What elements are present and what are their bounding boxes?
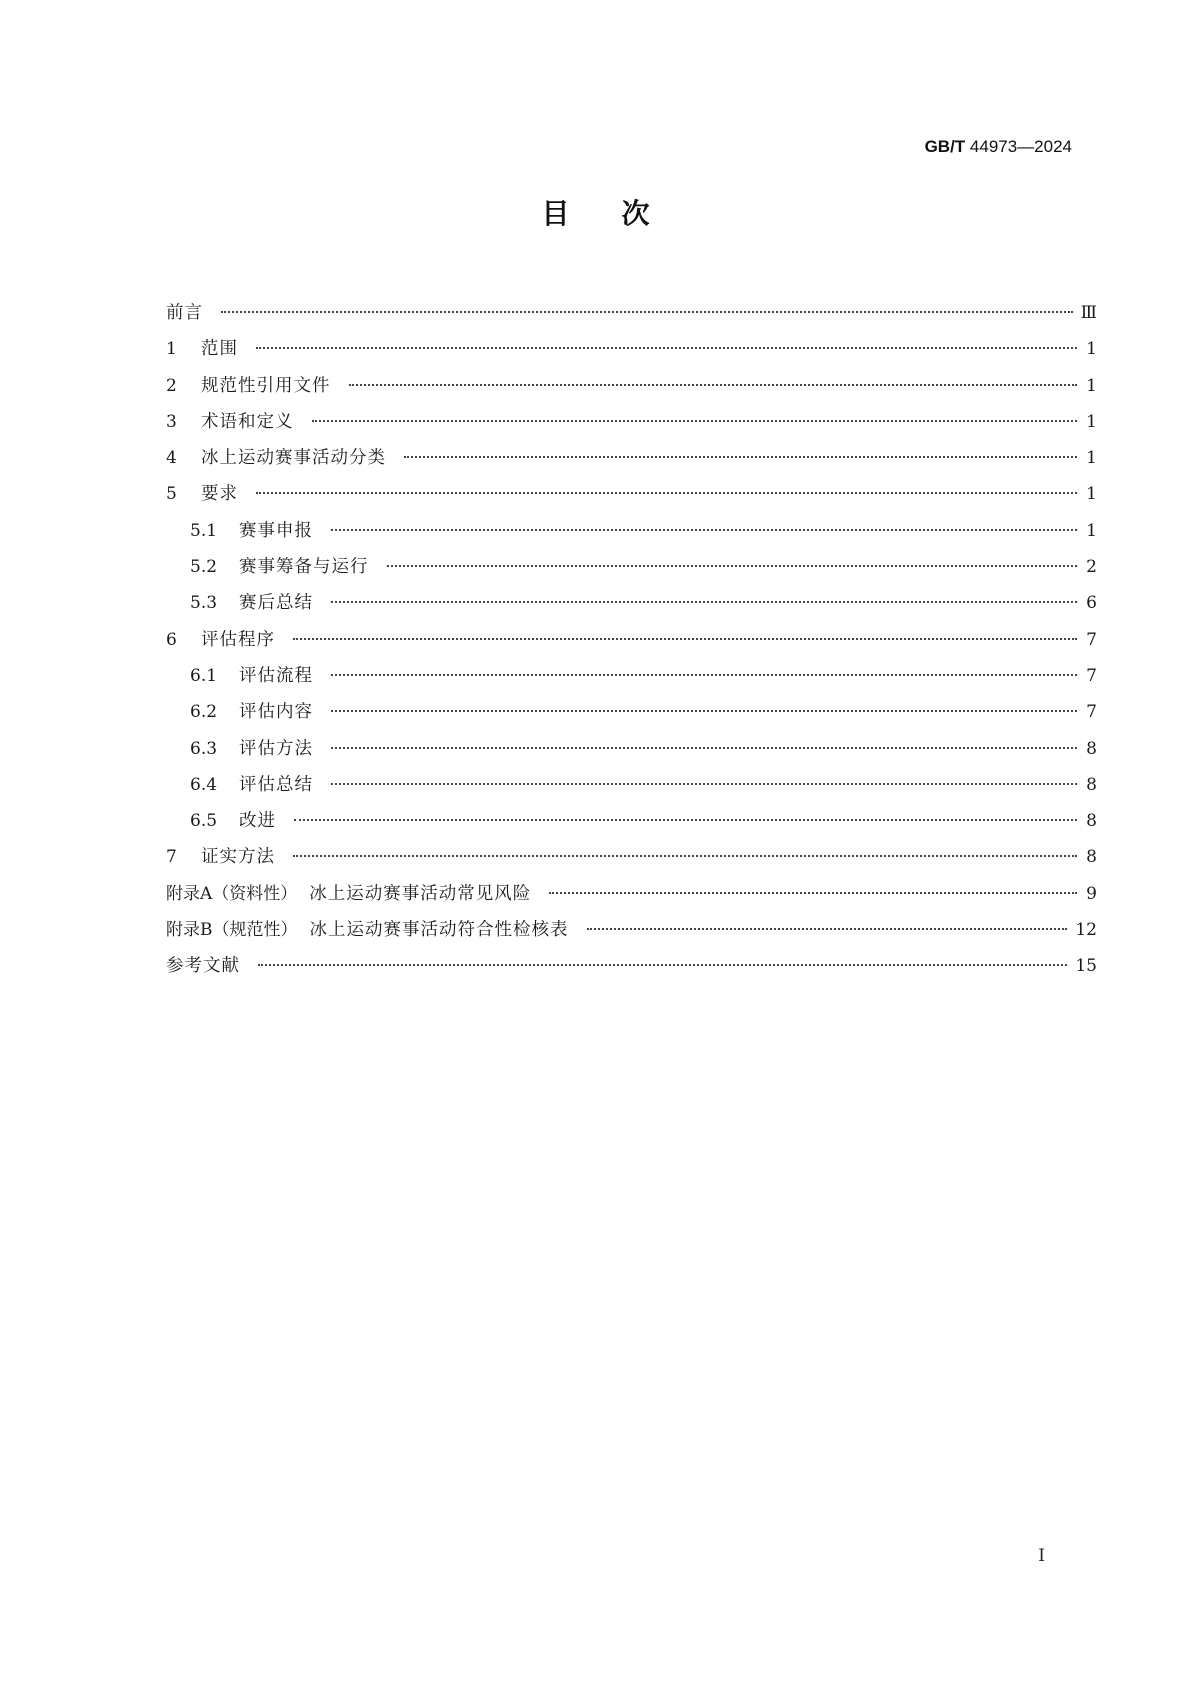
standard-number: 44973—2024 bbox=[969, 137, 1072, 156]
toc-entry-number: 5 bbox=[166, 484, 177, 505]
toc-entry-number: 附录A（资料性） bbox=[166, 883, 298, 904]
toc-entry-page: 15 bbox=[1075, 956, 1097, 977]
toc-dot-leader bbox=[312, 420, 1078, 422]
toc-entry[interactable] bbox=[166, 374, 1097, 410]
toc-entry-label: 冰上运动赛事活动符合性检核表 bbox=[309, 920, 569, 941]
toc-entry-label: 改进 bbox=[239, 811, 276, 832]
toc-entry-number: 3 bbox=[166, 411, 177, 432]
toc-entry-page: 1 bbox=[1086, 448, 1097, 469]
table-of-contents bbox=[166, 301, 1097, 991]
toc-entry-number: 附录B（规范性） bbox=[166, 920, 298, 941]
toc-entry[interactable] bbox=[166, 664, 1097, 700]
toc-entry-label: 冰上运动赛事活动常见风险 bbox=[309, 883, 532, 904]
toc-dot-leader bbox=[293, 638, 1077, 640]
toc-entry-label: 评估内容 bbox=[239, 702, 313, 723]
toc-entry-label: 赛事筹备与运行 bbox=[239, 557, 369, 578]
toc-entry-label: 证实方法 bbox=[201, 847, 275, 868]
toc-entry-number: 5.3 bbox=[190, 593, 218, 614]
toc-dot-leader bbox=[549, 892, 1077, 894]
toc-entry-page: 7 bbox=[1086, 629, 1097, 650]
toc-entry-page: 1 bbox=[1086, 339, 1097, 360]
toc-entry[interactable] bbox=[166, 882, 1097, 918]
toc-dot-leader bbox=[331, 674, 1077, 676]
toc-entry-number: 4 bbox=[166, 448, 177, 469]
toc-entry-page: 1 bbox=[1086, 520, 1097, 541]
toc-entry-label: 冰上运动赛事活动分类 bbox=[201, 448, 386, 469]
toc-entry-number: 5.1 bbox=[190, 520, 218, 541]
toc-entry-page: 8 bbox=[1086, 774, 1097, 795]
toc-entry-label: 范围 bbox=[201, 339, 238, 360]
toc-entry-number: 6.3 bbox=[190, 738, 218, 759]
toc-entry[interactable] bbox=[166, 809, 1097, 845]
toc-entry-page: 8 bbox=[1086, 847, 1097, 868]
standard-prefix: GB/T bbox=[924, 137, 966, 156]
page-number: I bbox=[1038, 1546, 1045, 1566]
toc-entry[interactable] bbox=[166, 519, 1097, 555]
toc-entry-number: 2 bbox=[166, 375, 177, 396]
toc-entry-label: 赛事申报 bbox=[239, 520, 313, 541]
toc-entry[interactable] bbox=[166, 446, 1097, 482]
toc-dot-leader bbox=[331, 783, 1077, 785]
toc-entry-label: 评估总结 bbox=[239, 774, 313, 795]
toc-dot-leader bbox=[331, 710, 1077, 712]
toc-entry-page: 8 bbox=[1086, 811, 1097, 832]
toc-entry-number: 6.4 bbox=[190, 774, 218, 795]
toc-dot-leader bbox=[293, 855, 1077, 857]
toc-entry-number: 5.2 bbox=[190, 557, 218, 578]
toc-entry[interactable] bbox=[166, 954, 1097, 990]
toc-entry-number: 7 bbox=[166, 847, 177, 868]
toc-entry-page: 12 bbox=[1075, 920, 1097, 941]
toc-dot-leader bbox=[404, 456, 1077, 458]
toc-dot-leader bbox=[258, 964, 1067, 966]
toc-entry-page: 1 bbox=[1086, 484, 1097, 505]
page-title: 目次 bbox=[541, 197, 702, 230]
toc-entry-number: 6 bbox=[166, 629, 177, 650]
toc-entry[interactable] bbox=[166, 918, 1097, 954]
toc-entry[interactable] bbox=[166, 700, 1097, 736]
toc-dot-leader bbox=[294, 819, 1077, 821]
toc-entry-label: 评估方法 bbox=[239, 738, 313, 759]
toc-entry-label: 赛后总结 bbox=[239, 593, 313, 614]
toc-entry-number: 6.1 bbox=[190, 665, 218, 686]
toc-dot-leader bbox=[331, 529, 1077, 531]
toc-entry-page: 2 bbox=[1086, 557, 1097, 578]
toc-entry[interactable] bbox=[166, 628, 1097, 664]
toc-entry-page: 1 bbox=[1086, 411, 1097, 432]
toc-dot-leader bbox=[256, 492, 1077, 494]
toc-entry[interactable] bbox=[166, 410, 1097, 446]
toc-entry-page: 8 bbox=[1086, 738, 1097, 759]
toc-entry-label: 评估流程 bbox=[239, 665, 313, 686]
standard-code bbox=[925, 137, 1072, 157]
toc-entry-number: 1 bbox=[166, 339, 177, 360]
toc-entry-label: 术语和定义 bbox=[201, 411, 294, 432]
toc-entry-number: 6.2 bbox=[190, 702, 218, 723]
toc-dot-leader bbox=[331, 747, 1077, 749]
toc-entry-label: 规范性引用文件 bbox=[201, 375, 331, 396]
toc-dot-leader bbox=[387, 565, 1078, 567]
toc-entry-page: Ⅲ bbox=[1080, 303, 1097, 323]
toc-entry-page: 1 bbox=[1086, 375, 1097, 396]
toc-entry-number: 6.5 bbox=[190, 811, 218, 832]
toc-entry-page: 9 bbox=[1086, 883, 1097, 904]
toc-entry-label: 评估程序 bbox=[201, 629, 275, 650]
toc-dot-leader bbox=[256, 347, 1077, 349]
toc-dot-leader bbox=[331, 601, 1077, 603]
toc-dot-leader bbox=[349, 384, 1078, 386]
toc-entry-label: 前言 bbox=[166, 303, 203, 323]
toc-entry[interactable] bbox=[166, 737, 1097, 773]
toc-entry[interactable] bbox=[166, 482, 1097, 518]
toc-entry-page: 7 bbox=[1086, 702, 1097, 723]
toc-entry-label: 要求 bbox=[201, 484, 238, 505]
toc-dot-leader bbox=[221, 311, 1073, 313]
toc-entry[interactable] bbox=[166, 845, 1097, 881]
toc-entry[interactable] bbox=[166, 337, 1097, 373]
toc-entry[interactable] bbox=[166, 555, 1097, 591]
toc-entry-label: 参考文献 bbox=[166, 956, 240, 977]
toc-entry[interactable] bbox=[166, 591, 1097, 627]
toc-entry-page: 7 bbox=[1086, 665, 1097, 686]
toc-entry[interactable] bbox=[166, 773, 1097, 809]
toc-entry-page: 6 bbox=[1086, 593, 1097, 614]
toc-entry[interactable] bbox=[166, 301, 1097, 337]
toc-dot-leader bbox=[587, 928, 1068, 930]
